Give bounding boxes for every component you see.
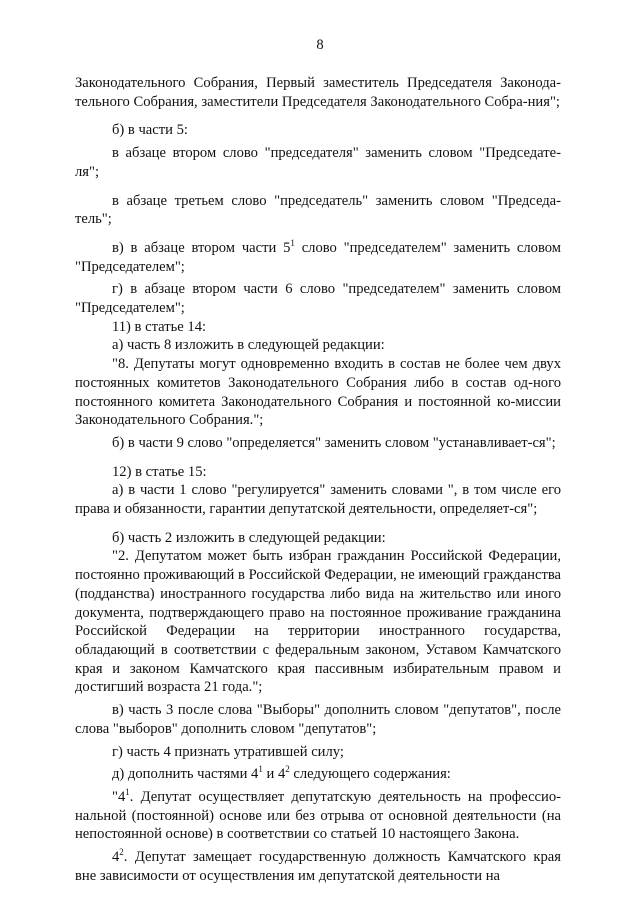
paragraph-4: в абзаце третьем слово "председатель" заменить словом "Председа-тель"; [75,192,561,228]
paragraph-17-superscript-1: 1 [258,764,263,775]
paragraph-5-part-b: слово "председателем" заменить словом "Председателем"; [75,239,561,275]
paragraph-5-superscript: 1 [290,237,295,248]
paragraph-18-part-a: "4 [112,788,126,805]
paragraph-17-part-c: следующего содержания: [289,766,451,783]
paragraph-9: "8. Депутаты могут одновременно входить в состав не более чем двух постоянных комитетов Законодательного Собрания либо в состав од-ного постоянного комитета Законодательного Собрания и постоянной ко-миссии Законодательного Собрания."; [75,356,561,429]
paragraph-7: 11) в статье 14: [112,318,207,335]
paragraph-17-part-a: д) дополнить частями 4 [112,766,259,783]
paragraph-14: "2. Депутатом может быть избран гражданин Российской Федерации, постоянно проживающий в Российской Федерации, не имеющий гражданства (подданства) иностранного государства либо вида на жительство или иного документа, подтверждающего право на постоянное проживание гражданина Российской Федерации на территории иностранного государства, обладающий в соответствии с федеральным законом, Уставом Камчатского края и законом Камчатского края пассивным избирательным правом и достигший возраста 21 года."; [75,548,561,696]
paragraph-15: в) часть 3 после слова "Выборы" дополнить словом "депутатов", после слова "выборов" дополнить словом "депутатов"; [75,702,561,737]
paragraph-6: г) в абзаце втором части 6 слово "председателем" заменить словом "Председателем"; [75,281,561,317]
paragraph-11: 12) в статье 15: [112,463,207,480]
paragraph-17-part-b: и 4 [262,766,286,783]
paragraph-16: г) часть 4 признать утратившей силу; [112,743,344,760]
paragraph-19-superscript: 2 [119,847,124,858]
paragraph-13: б) часть 2 изложить в следующей редакции: [112,529,386,546]
paragraph-5 [75,239,561,276]
page-number: 8 [316,37,324,53]
paragraph-12: а) в части 1 слово "регулируется" заменить словами ", в том числе его права и обязанности, гарантии депутатской деятельности, определяет-ся"; [75,482,561,518]
paragraph-18 [75,788,561,844]
paragraph-5-part-a: в) в абзаце втором части 5 [112,239,291,256]
paragraph-1: Законодательного Собрания, Первый заместитель Председателя Законода-тельного Собрания, заместители Председателя Законодательного Собра-ния"; [75,75,561,110]
paragraph-18-part-b: . Депутат осуществляет депутатскую деятельность на профессио-нальной (постоянной) основе или без отрыва от основной деятельности (на непостоянной основе) в соответствии со статьей 10 настоящего Закона. [75,788,561,843]
paragraph-10: б) в части 9 слово "определяется" заменить словом "устанавливает-ся"; [112,434,556,451]
paragraph-17-superscript-2: 2 [285,764,290,775]
paragraph-18-superscript: 1 [125,786,130,797]
paragraph-3: в абзаце втором слово "председателя" заменить словом "Председате-ля"; [75,145,561,180]
document-body [75,74,561,885]
paragraph-8: а) часть 8 изложить в следующей редакции: [112,337,385,354]
paragraph-17 [75,765,561,784]
paragraph-19 [75,848,561,885]
paragraph-19-part-a: 4 [112,849,120,866]
paragraph-19-part-b: . Депутат замещает государственную должность Камчатского края вне зависимости от осуществления им депутатской деятельности на [75,849,561,884]
paragraph-2: б) в части 5: [112,122,188,139]
